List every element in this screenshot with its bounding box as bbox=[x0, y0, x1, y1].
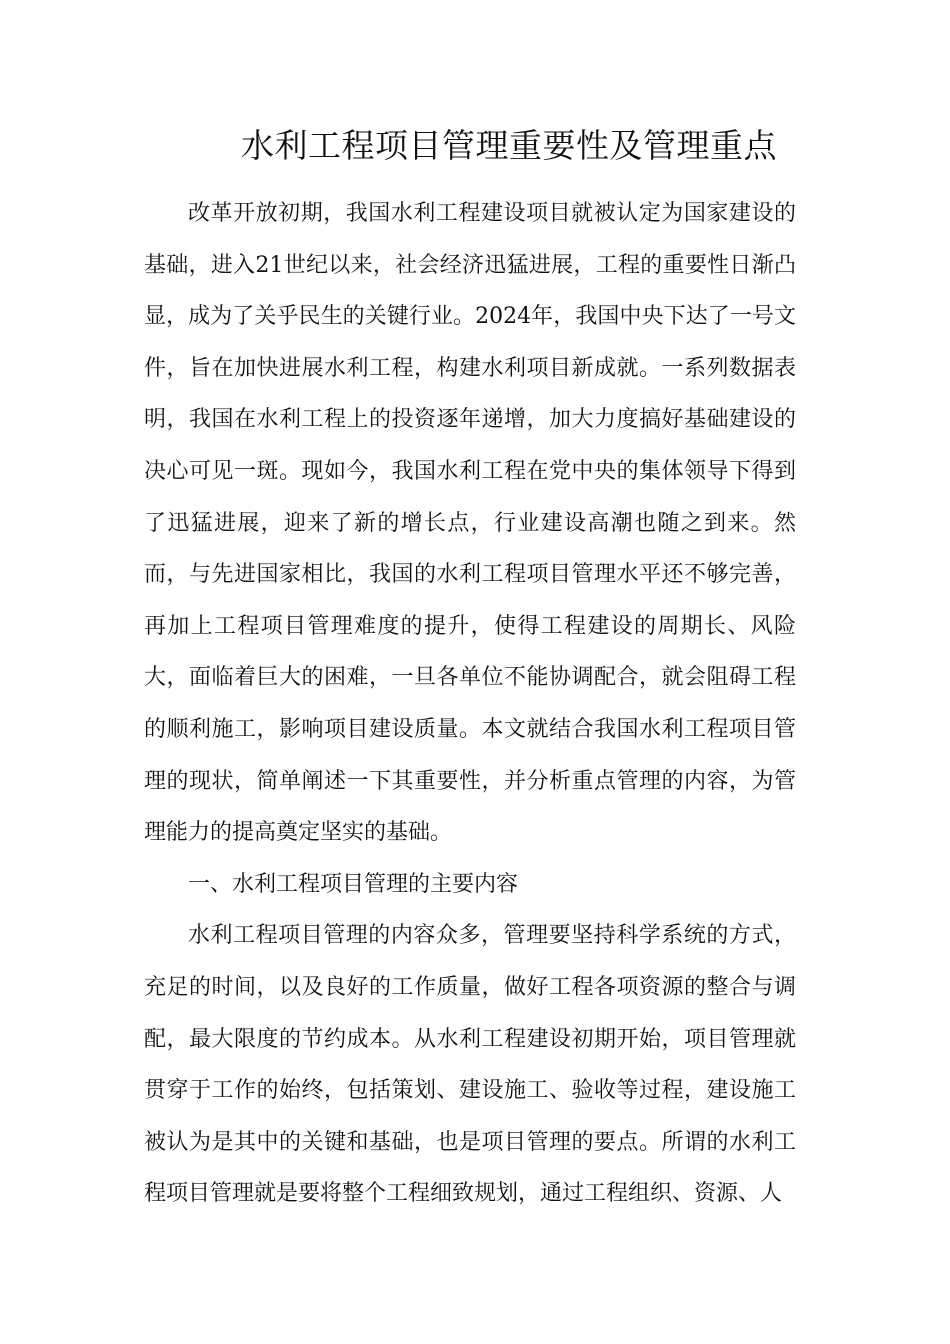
document-body bbox=[144, 188, 796, 1220]
paragraph-intro: 改革开放初期，我国水利工程建设项目就被认定为国家建设的基础，进入21世纪以来，社会经济迅猛进展，工程的重要性日渐凸显，成为了关乎民生的关键行业。2024年，我国中央下达了一号文件，旨在加快进展水利工程，构建水利项目新成就。一系列数据表明，我国在水利工程上的投资逐年递增，加大力度搞好基础建设的决心可见一斑。现如今，我国水利工程在党中央的集体领导下得到了迅猛进展，迎来了新的增长点，行业建设高潮也随之到来。然而，与先进国家相比，我国的水利工程项目管理水平还不够完善，再加上工程项目管理难度的提升，使得工程建设的周期长、风险大，面临着巨大的困难，一旦各单位不能协调配合，就会阻碍工程的顺利施工，影响项目建设质量。本文就结合我国水利工程项目管理的现状，简单阐述一下其重要性，并分析重点管理的内容，为管理能力的提高奠定坚实的基础。 bbox=[144, 201, 796, 846]
document-title: 水利工程项目管理重要性及管理重点 bbox=[241, 126, 777, 165]
section-heading: 一、水利工程项目管理的主要内容 bbox=[188, 871, 519, 897]
paragraph-section-1: 水利工程项目管理的内容众多，管理要坚持科学系统的方式，充足的时间，以及良好的工作质量，做好工程各项资源的整合与调配，最大限度的节约成本。从水利工程建设初期开始，项目管理就贯穿于工作的始终，包括策划、建设施工、验收等过程，建设施工被认为是其中的关键和基础，也是项目管理的要点。所谓的水利工程项目管理就是要将整个工程细致规划，通过工程组织、资源、人 bbox=[144, 923, 796, 1207]
